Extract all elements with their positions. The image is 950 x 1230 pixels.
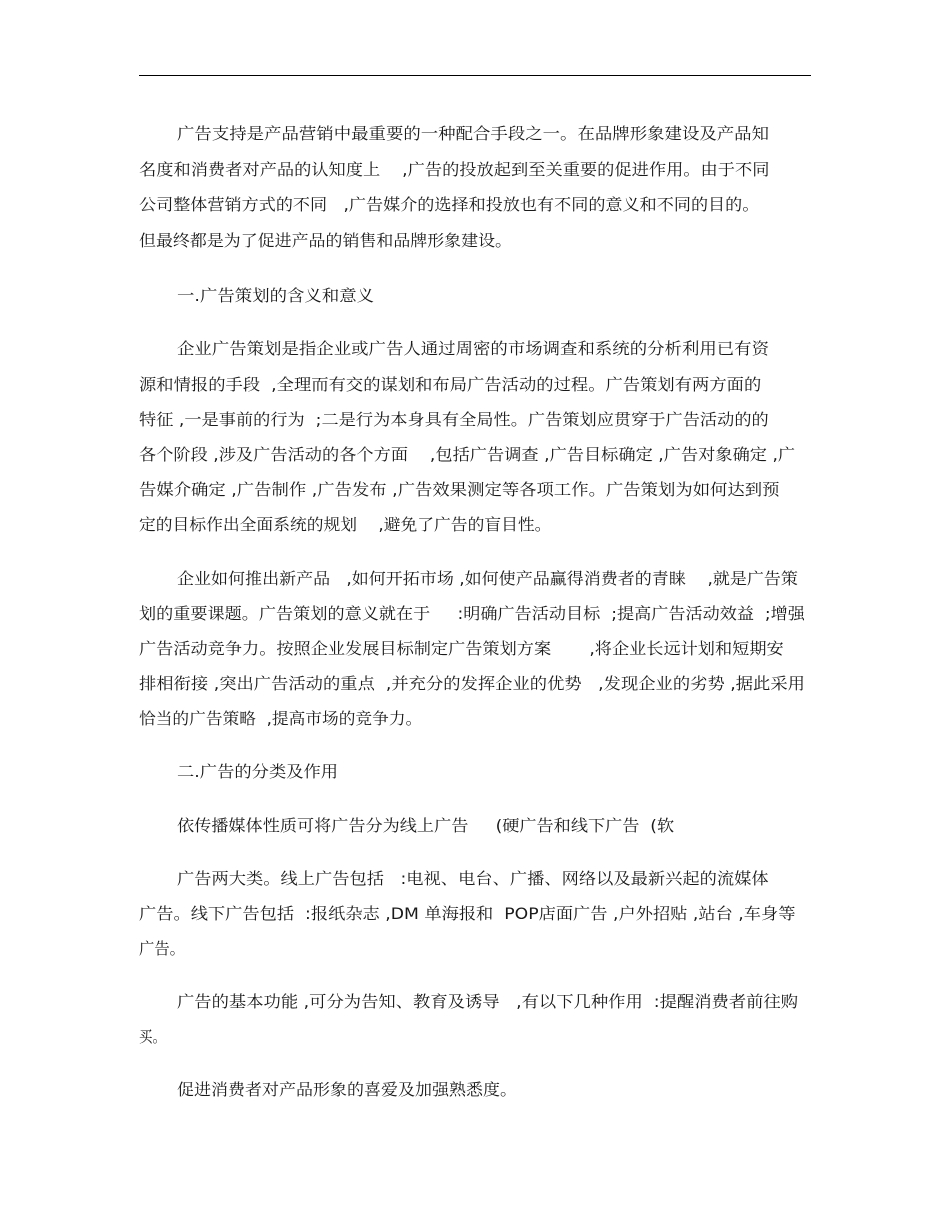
text-line: 企业广告策划是指企业或广告人通过周密的市场调查和系统的分析利用已有资 (177, 339, 770, 358)
header-rule (139, 75, 811, 76)
text-line: 但最终都是为了促进产品的销售和品牌形象建设。 (139, 231, 513, 250)
text-line: 源和情报的手段 ,全理而有交的谋划和布局广告活动的过程。广告策划有两方面的 (139, 375, 762, 394)
text-line: 促进消费者对产品形象的喜爱及加强熟悉度。 (177, 1080, 518, 1099)
section-heading: 二.广告的分类及作用 (177, 762, 339, 781)
text-line: 广告支持是产品营销中最重要的一种配合手段之一。在品牌形象建设及产品知 (177, 124, 770, 143)
text-line: 排相衔接 ,突出广告活动的重点 ,并充分的发挥企业的优势 ,发现企业的劣势 ,据此采用 (139, 674, 805, 693)
text-line: 广告活动竞争力。按照企业发展目标制定广告策划方案 ,将企业长远计划和短期安 (139, 639, 784, 658)
text-line: 特征 ,一是事前的行为 ;二是行为本身具有全局性。广告策划应贯穿于广告活动的的 (139, 410, 769, 429)
section-heading: 一.广告策划的含义和意义 (177, 286, 375, 305)
text-line: 恰当的广告策略 ,提高市场的竞争力。 (139, 709, 423, 728)
text-line: 广告的基本功能 ,可分为告知、教育及诱导 ,有以下几种作用 :提醒消费者前往购 (177, 992, 799, 1011)
text-line: 广告。 (139, 939, 186, 958)
text-line: 公司整体营销方式的不同 ,广告媒介的选择和投放也有不同的意义和不同的目的。 (139, 195, 760, 214)
text-line: 企业如何推出新产品 ,如何开拓市场 ,如何使产品赢得消费者的青睐 ,就是广告策 (177, 569, 798, 588)
text-line: 广告。线下广告包括 :报纸杂志 ,DM 单海报和 POP店面广告 ,户外招贴 ,站台 ,车身等 (139, 904, 796, 923)
text-line: 各个阶段 ,涉及广告活动的各个方面 ,包括广告调查 ,广告目标确定 ,广告对象确定 ,广 (139, 445, 796, 464)
text-line: 定的目标作出全面系统的规划 ,避免了广告的盲目性。 (139, 515, 552, 534)
text-line: 买。 (139, 1027, 167, 1046)
text-line: 告媒介确定 ,广告制作 ,广告发布 ,广告效果测定等各项工作。广告策划为如何达到预 (139, 480, 780, 499)
text-line: 划的重要课题。广告策划的意义就在于 :明确广告活动目标 ;提高广告活动效益 ;增强 (139, 604, 805, 623)
text-line: 名度和消费者对产品的认知度上 ,广告的投放起到至关重要的促进作用。由于不同 (139, 160, 770, 179)
text-line: 依传播媒体性质可将广告分为线上广告 (硬广告和线下广告 (软 (177, 816, 675, 835)
text-line: 广告两大类。线上广告包括 :电视、电台、广播、网络以及最新兴起的流媒体 (177, 869, 769, 888)
